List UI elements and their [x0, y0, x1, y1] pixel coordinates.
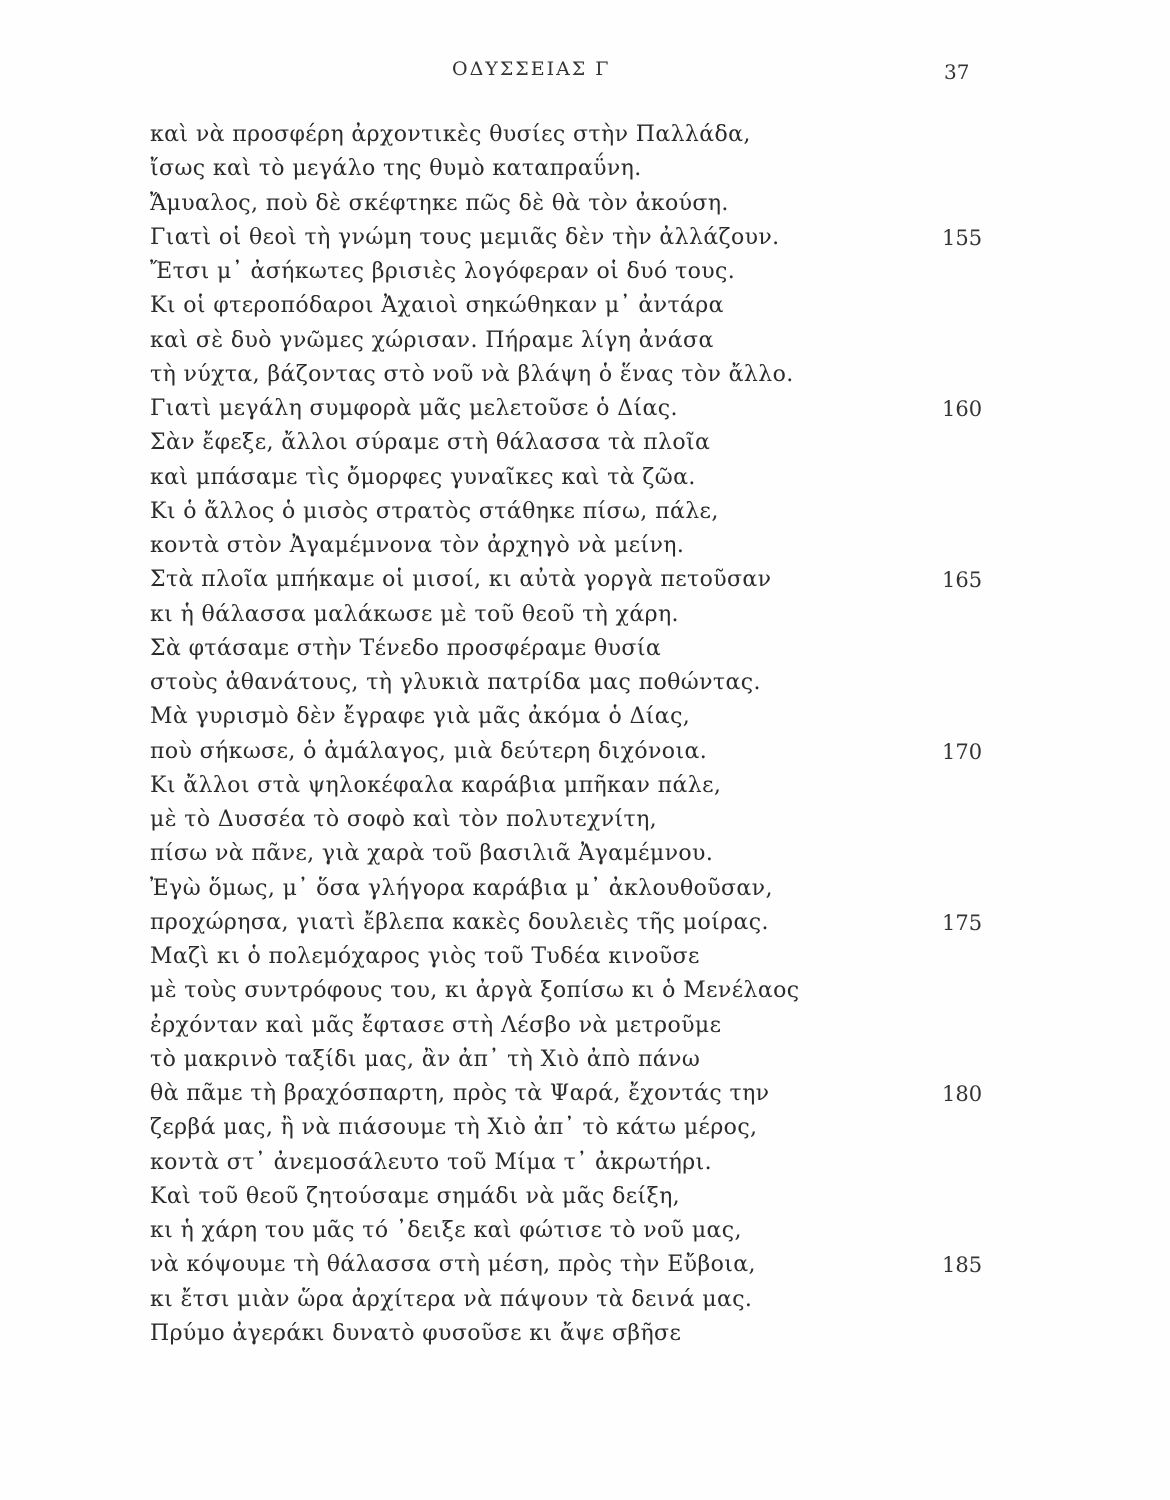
- verse-line: [0, 1077, 1170, 1111]
- verse-line: [0, 769, 1170, 803]
- verse-text: καὶ μπάσαμε τὶς ὄμορφες γυναῖκες καὶ τὰ ζῶα.: [150, 464, 696, 490]
- verse-text: μὲ τὸ Δυσσέα τὸ σοφὸ καὶ τὸν πολυτεχνίτη,: [150, 807, 658, 832]
- verse-text: ζερβά μας, ἢ νὰ πιάσουμε τὴ Χιὸ ἀπ᾿ τὸ κάτω μέρος,: [150, 1115, 758, 1141]
- verse-text: καὶ σὲ δυὸ γνῶμες χώρισαν. Πήραμε λίγη ἀνάσα: [150, 327, 714, 353]
- verse-text: κοντὰ στ᾿ ἀνεμοσάλευτο τοῦ Μίμα τ᾿ ἀκρωτήρι.: [150, 1149, 712, 1175]
- verse-text: ἐρχόνταν καὶ μᾶς ἔφτασε στὴ Λέσβο νὰ μετροῦμε: [150, 1012, 722, 1038]
- verse-line: [0, 872, 1170, 906]
- verse-text: τὸ μακρινὸ ταξίδι μας, ἂν ἀπ᾿ τὴ Χιὸ ἀπὸ πάνω: [150, 1046, 701, 1072]
- verse-text: κοντὰ στὸν Ἀγαμέμνονα τὸν ἀρχηγὸ νὰ μείνη.: [150, 533, 685, 558]
- verse-line: [0, 1248, 1170, 1282]
- verse-text: Καὶ τοῦ θεοῦ ζητούσαμε σημάδι νὰ μᾶς δείξη,: [150, 1183, 681, 1209]
- verse-line: [0, 461, 1170, 495]
- verse-text: Μὰ γυρισμὸ δὲν ἔγραφε γιὰ μᾶς ἀκόμα ὁ Δίας,: [150, 704, 691, 730]
- verse-text: θὰ πᾶμε τὴ βραχόσπαρτη, πρὸς τὰ Ψαρά, ἔχοντάς την: [150, 1081, 770, 1106]
- line-number: 185: [942, 1253, 983, 1278]
- verse-line: [0, 1111, 1170, 1145]
- verse-line: [0, 1043, 1170, 1077]
- verse-text: ἴσως καὶ τὸ μεγάλο της θυμὸ καταπραΰνη.: [150, 156, 642, 182]
- verse-line: [0, 221, 1170, 255]
- verse-line: [0, 358, 1170, 392]
- verse-text: Πρύμο ἀγεράκι δυνατὸ φυσοῦσε κι ἄψε σβῆσε: [150, 1320, 682, 1346]
- verse-line: [0, 289, 1170, 323]
- verse-text: καὶ νὰ προσφέρη ἀρχοντικὲς θυσίες στὴν Παλλάδα,: [150, 122, 751, 147]
- verse-line: [0, 426, 1170, 460]
- verse-text: Σὰ φτάσαμε στὴν Τένεδο προσφέραμε θυσία: [150, 635, 662, 661]
- page-header: [0, 58, 1170, 88]
- verse-line: [0, 1283, 1170, 1317]
- verse-line: [0, 1180, 1170, 1214]
- verse-text: Ἐγὼ ὅμως, μ᾿ ὅσα γλήγορα καράβια μ᾿ ἀκλουθοῦσαν,: [150, 875, 773, 901]
- verse-text: κι ἔτσι μιὰν ὥρα ἀρχίτερα νὰ πάψουν τὰ δεινά μας.: [150, 1286, 753, 1312]
- verse-text: προχώρησα, γιατὶ ἔβλεπα κακὲς δουλειὲς τῆς μοίρας.: [150, 909, 769, 935]
- verse-line: [0, 598, 1170, 632]
- verse-line: [0, 529, 1170, 563]
- verse-text: νὰ κόψουμε τὴ θάλασσα στὴ μέση, πρὸς τὴν Εὔβοια,: [150, 1252, 756, 1278]
- verse-text: στοὺς ἀθανάτους, τὴ γλυκιὰ πατρίδα μας ποθώντας.: [150, 670, 761, 695]
- verse-line: [0, 803, 1170, 837]
- verse-text: Μαζὶ κι ὁ πολεμόχαρος γιὸς τοῦ Τυδέα κινοῦσε: [150, 944, 700, 969]
- verse-line: [0, 974, 1170, 1008]
- verse-line: [0, 152, 1170, 186]
- verse-line: [0, 392, 1170, 426]
- verse-line: [0, 940, 1170, 974]
- verse-text: πίσω νὰ πᾶνε, γιὰ χαρὰ τοῦ βασιλιᾶ Ἀγαμέμνου.: [150, 841, 714, 867]
- verse-block: [0, 118, 1170, 1351]
- verse-line: [0, 735, 1170, 769]
- verse-text: κι ἡ θάλασσα μαλάκωσε μὲ τοῦ θεοῦ τὴ χάρη.: [150, 601, 679, 627]
- verse-text: Γιατὶ οἱ θεοὶ τὴ γνώμη τους μεμιᾶς δὲν τὴν ἀλλάζουν.: [150, 224, 780, 250]
- verse-line: [0, 563, 1170, 597]
- verse-line: [0, 906, 1170, 940]
- running-title: ΟΔΥΣΣΕΙΑΣ Γ: [452, 58, 611, 80]
- verse-text: τὴ νύχτα, βάζοντας στὸ νοῦ νὰ βλάψη ὁ ἕνας τὸν ἄλλο.: [150, 361, 794, 387]
- verse-line: [0, 837, 1170, 871]
- verse-line: [0, 666, 1170, 700]
- verse-text: Σὰν ἔφεξε, ἄλλοι σύραμε στὴ θάλασσα τὰ πλοῖα: [150, 430, 711, 456]
- verse-line: [0, 1009, 1170, 1043]
- line-number: 165: [942, 568, 983, 593]
- line-number: 175: [942, 910, 983, 935]
- verse-text: Κι ἄλλοι στὰ ψηλοκέφαλα καράβια μπῆκαν πάλε,: [150, 772, 722, 798]
- verse-text: ποὺ σήκωσε, ὁ ἀμάλαγος, μιὰ δεύτερη διχόνοια.: [150, 738, 708, 764]
- verse-line: [0, 1317, 1170, 1351]
- verse-line: [0, 118, 1170, 152]
- verse-text: Γιατὶ μεγάλη συμφορὰ μᾶς μελετοῦσε ὁ Δίας.: [150, 396, 678, 421]
- line-number: 180: [942, 1082, 983, 1106]
- page-number: 37: [944, 60, 970, 84]
- verse-line: [0, 324, 1170, 358]
- line-number: 170: [942, 739, 983, 764]
- verse-line: [0, 700, 1170, 734]
- line-number: 160: [942, 397, 983, 421]
- verse-line: [0, 495, 1170, 529]
- verse-text: Ἔτσι μ᾿ ἀσήκωτες βρισιὲς λογόφεραν οἱ δυό τους.: [150, 259, 736, 284]
- verse-line: [0, 255, 1170, 289]
- verse-line: [0, 187, 1170, 221]
- verse-line: [0, 1146, 1170, 1180]
- line-number: 155: [942, 225, 983, 250]
- verse-text: Κι οἱ φτεροπόδαροι Ἀχαιοὶ σηκώθηκαν μ᾿ ἀντάρα: [150, 293, 724, 319]
- verse-text: Κι ὁ ἄλλος ὁ μισὸς στρατὸς στάθηκε πίσω, πάλε,: [150, 498, 719, 524]
- verse-line: [0, 632, 1170, 666]
- verse-text: Ἄμυαλος, ποὺ δὲ σκέφτηκε πῶς δὲ θὰ τὸν ἀκούση.: [150, 190, 729, 216]
- verse-text: κι ἡ χάρη του μᾶς τό ᾿δειξε καὶ φώτισε τὸ νοῦ μας,: [150, 1218, 742, 1243]
- verse-text: Στὰ πλοῖα μπήκαμε οἱ μισοί, κι αὐτὰ γοργὰ πετοῦσαν: [150, 567, 772, 593]
- verse-line: [0, 1214, 1170, 1248]
- verse-text: μὲ τοὺς συντρόφους του, κι ἀργὰ ξοπίσω κι ὁ Μενέλαος: [150, 978, 800, 1004]
